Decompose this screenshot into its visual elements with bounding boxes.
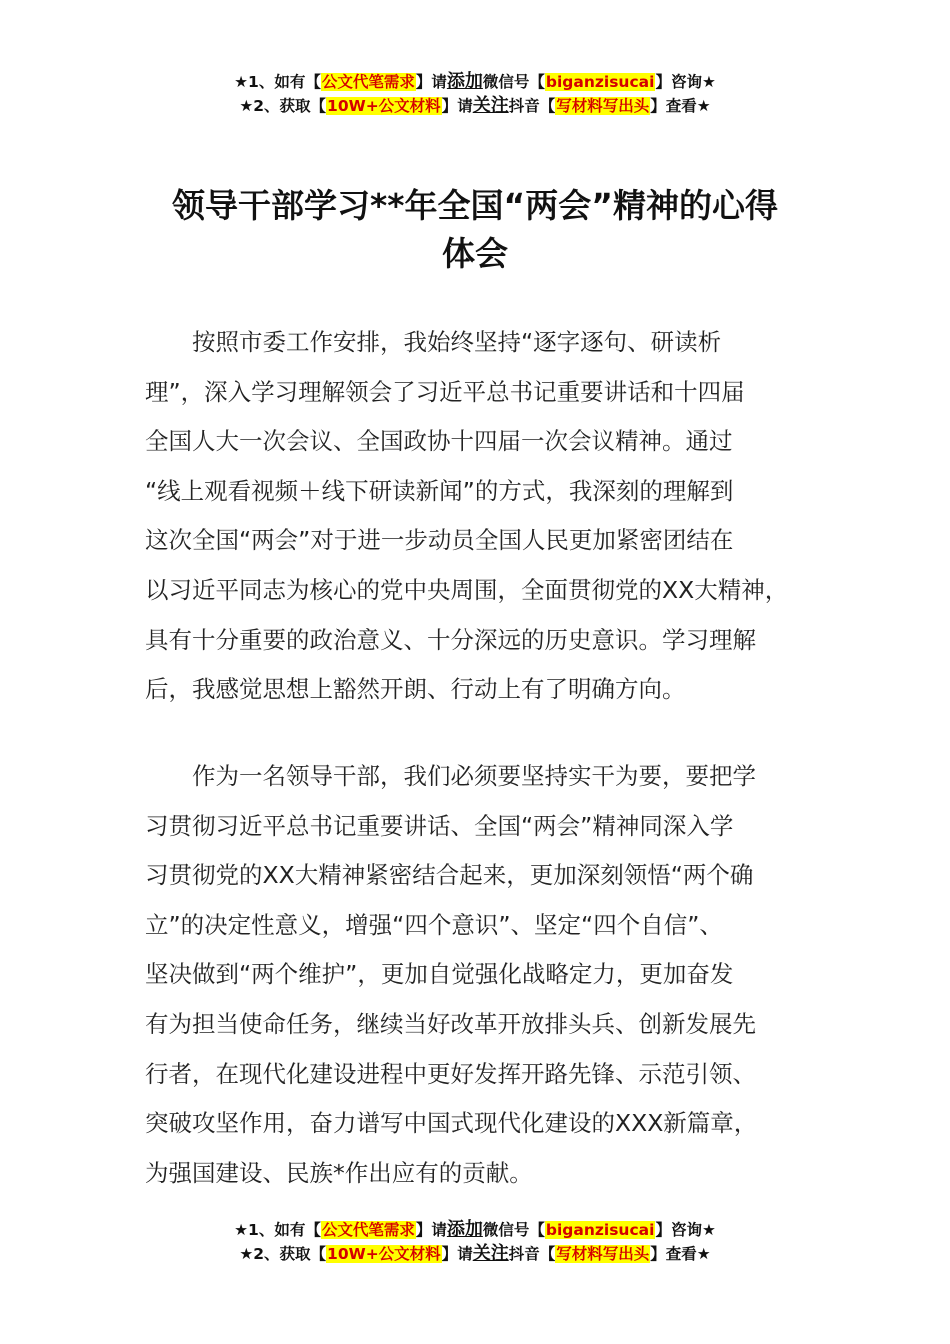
promo-text: 】咨询★: [655, 1221, 716, 1239]
text-line: 作为一名领导干部，我们必须要坚持实干为要，要把学: [145, 762, 756, 790]
promo-emphasis: 关注: [472, 95, 509, 116]
promo-line-1: [0, 70, 950, 94]
text-line: 为强国建设、民族*作出应有的贡献。: [145, 1158, 533, 1187]
promo-highlight-materials: 10W+公文材料: [327, 97, 441, 115]
promo-highlight-wechat-id: biganzisucai: [545, 73, 655, 91]
promo-line-1: [0, 1218, 950, 1242]
text-line: 习贯彻党的XX大精神紧密结合起来，更加深刻领悟“两个确: [145, 861, 754, 890]
text-line: 按照市委工作安排，我始终坚持“逐字逐句、研读析: [145, 328, 722, 356]
promo-text: 】请: [415, 1221, 447, 1239]
promo-text: 微信号【: [482, 1221, 545, 1239]
promo-emphasis: 添加: [446, 1219, 483, 1240]
promo-text: 抖音【: [508, 1245, 556, 1263]
promo-text: 】查看★: [650, 1245, 711, 1263]
text-line: 理”，深入学习理解领会了习近平总书记重要讲话和十四届: [145, 377, 745, 406]
promo-line-2: [0, 1242, 950, 1266]
promo-banner-bottom: [0, 1218, 950, 1266]
text-line: 以习近平同志为核心的党中央周围，全面贯彻党的XX大精神，: [145, 575, 789, 604]
title-line: 领导干部学习**年全国“两会”精神的心得: [172, 186, 778, 225]
promo-text: ★1、如有【: [234, 1221, 321, 1239]
promo-highlight-service: 公文代笔需求: [321, 73, 415, 91]
text-line: 具有十分重要的政治意义、十分深远的历史意识。学习理解: [145, 625, 756, 654]
promo-text: ★1、如有【: [234, 73, 321, 91]
text-line: 突破攻坚作用，奋力谱写中国式现代化建设的XXX新篇章，: [145, 1109, 758, 1138]
promo-highlight-materials: 10W+公文材料: [327, 1245, 441, 1263]
text-line: “线上观看视频＋线下研读新闻”的方式，我深刻的理解到: [145, 476, 734, 505]
promo-highlight-douyin-id: 写材料写出头: [556, 1245, 650, 1263]
promo-text: 抖音【: [508, 97, 556, 115]
promo-text: 】咨询★: [655, 73, 716, 91]
text-line: 立”的决定性意义，增强“四个意识”、坚定“四个自信”、: [145, 910, 723, 939]
document-title: [120, 182, 830, 278]
text-line: 后，我感觉思想上豁然开朗、行动上有了明确方向。: [145, 675, 686, 704]
text-line: 行者，在现代化建设进程中更好发挥开路先锋、示范引领、: [145, 1059, 756, 1088]
promo-banner-top: [0, 70, 950, 118]
text-line: 有为担当使命任务，继续当好改革开放排头兵、创新发展先: [145, 1009, 756, 1038]
promo-line-2: [0, 94, 950, 118]
promo-text: 】请: [415, 73, 447, 91]
promo-text: ★2、获取【: [239, 97, 327, 115]
promo-highlight-douyin-id: 写材料写出头: [556, 97, 650, 115]
text-line: 坚决做到“两个维护”，更加自觉强化战略定力，更加奋发: [145, 960, 734, 989]
promo-emphasis: 关注: [472, 1243, 509, 1264]
promo-highlight-service: 公文代笔需求: [321, 1221, 415, 1239]
promo-text: 】请: [441, 97, 473, 115]
text-line: 习贯彻习近平总书记重要讲话、全国“两会”精神同深入学: [145, 811, 734, 840]
promo-text: 】请: [441, 1245, 473, 1263]
promo-text: ★2、获取【: [239, 1245, 327, 1263]
promo-text: 微信号【: [482, 73, 545, 91]
promo-emphasis: 添加: [446, 71, 483, 92]
title-line: 体会: [442, 234, 508, 273]
promo-highlight-wechat-id: biganzisucai: [545, 1221, 655, 1239]
body-paragraph-2: [145, 752, 835, 1198]
body-paragraph-1: [145, 318, 835, 715]
text-line: 这次全国“两会”对于进一步动员全国人民更加紧密团结在: [145, 526, 734, 555]
promo-text: 】查看★: [650, 97, 711, 115]
text-line: 全国人大一次会议、全国政协十四届一次会议精神。通过: [145, 427, 733, 456]
